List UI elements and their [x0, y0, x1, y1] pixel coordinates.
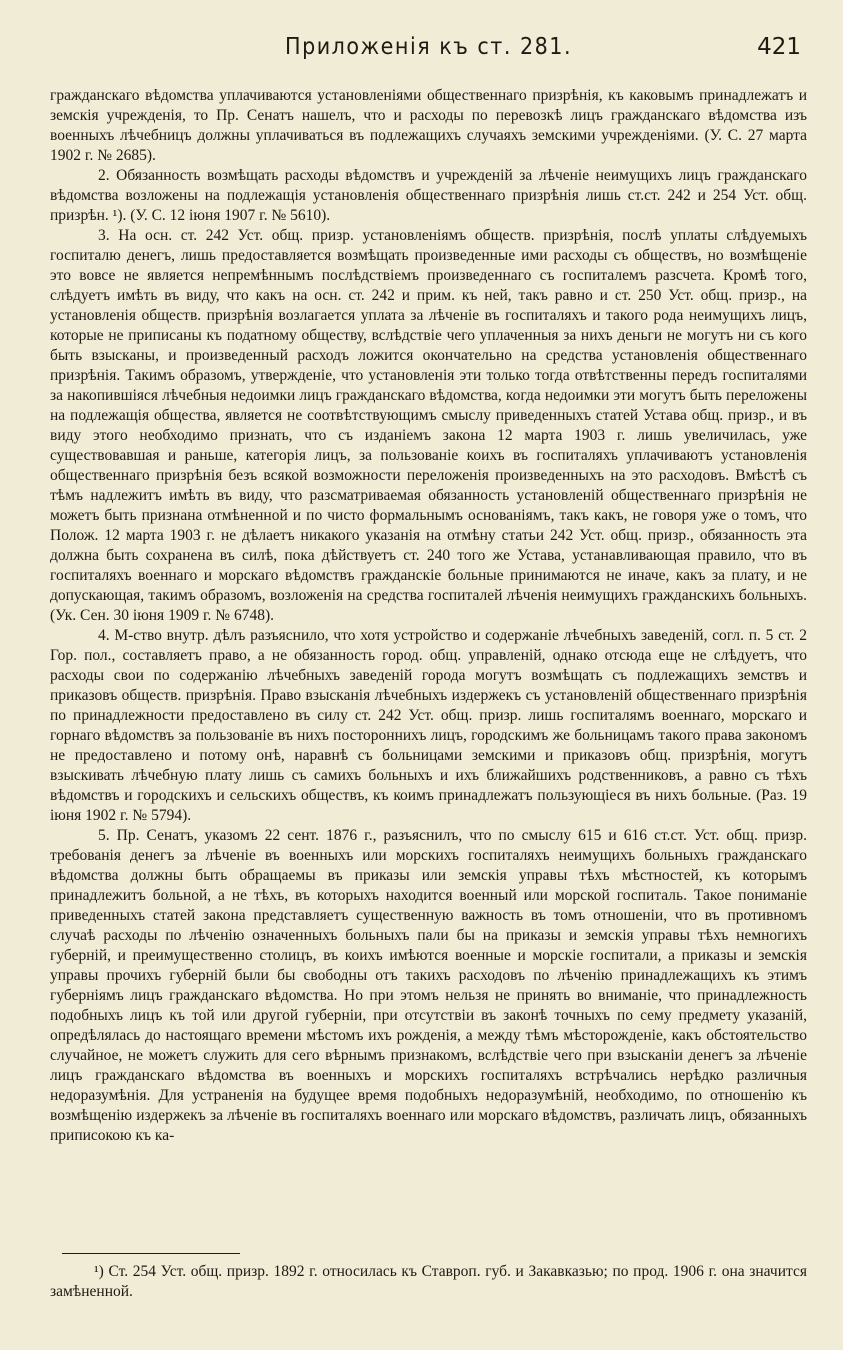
page-header	[50, 34, 807, 74]
paragraph-continuation: гражданскаго вѣдомства уплачиваются установленіями общественнаго призрѣнія, къ каковымъ принадлежатъ и земскія учрежденія, то Пр. Сенатъ нашелъ, что и расходы по перевозкѣ лицъ гражданскаго вѣдомства изъ военныхъ лѣчебницъ должны уплачиваться въ подлежащихъ случаяхъ земскими учрежденіями. (У. С. 27 марта 1902 г. № 2685).	[50, 87, 807, 164]
paragraph-4: 4. М-ство внутр. дѣлъ разъяснило, что хотя устройство и содержаніе лѣчебныхъ заведеній, согл. п. 5 ст. 2 Гор. пол., составляетъ право, а не обязанность город. общ. управленій, однако отсюда еще не слѣдуетъ, что расходы свои по содержанію лѣчебныхъ заведеній города могутъ возмѣщать съ подлежащихъ земствъ и приказовъ обществ. призрѣнія. Право взысканія лѣчебныхъ издержекъ съ установленій общественнаго призрѣнія по принадлежности предоставлено въ силу ст. 242 Уст. общ. призр. лишь госпиталямъ военнаго, морскаго и горнаго вѣдомствъ за пользованіе въ нихъ постороннихъ лицъ, городскимъ же больницамъ такого права закономъ не предоставлено и потому онѣ, наравнѣ съ больницами земскими и приказовъ общ. призрѣнія, могутъ взыскивать лѣчебную плату лишь съ самихъ больныхъ и ихъ ближайшихъ родственниковъ, а равно съ тѣхъ вѣдомствъ и городскихъ и сельскихъ обществъ, къ коимъ принадлежатъ пользующіеся въ нихъ больные. (Раз. 19 іюня 1902 г. № 5794).	[50, 627, 807, 824]
paragraph-3: 3. На осн. ст. 242 Уст. общ. призр. установленіямъ обществ. призрѣнія, послѣ уплаты слѣдуемыхъ госпиталю денегъ, лишь предоставляется возмѣщать произведенные ими расходы съ обществъ, но возмѣщеніе это вовсе не является непремѣннымъ послѣдствіемъ произведеннаго съ госпиталемъ разсчета. Кромѣ того, слѣдуетъ имѣть въ виду, что какъ на осн. ст. 242 и прим. къ ней, такъ равно и ст. 250 Уст. общ. призр., на установленія обществ. призрѣнія возлагается уплата за лѣченіе въ госпиталяхъ и такого рода неимущихъ лицъ, которые не приписаны къ податному обществу, вслѣдствіе чего уплаченныя за нихъ деньги не могутъ ни съ кого быть взысканы, и произведенный расходъ ложится окончательно на средства установленія общественнаго призрѣнія. Такимъ образомъ, утвержденіе, что установленія эти только тогда отвѣтственны передъ госпиталями за накопившіяся лѣчебныя недоимки лицъ гражданскаго вѣдомства, когда недоимки эти могутъ быть переложены на подлежащія общества, является не соотвѣтствующимъ смыслу приведенныхъ статей Устава общ. призр., и въ виду этого необходимо признать, что съ изданіемъ закона 12 марта 1903 г. лишь увеличилась, уже существовавшая и раньше, категорія лицъ, за пользованіе коихъ въ госпиталяхъ уплачиваютъ установленія общественнаго призрѣнія безъ всякой возможности переложенія произведенныхъ на это расходовъ. Вмѣстѣ съ тѣмъ надлежитъ имѣть въ виду, что разсматриваемая обязанность установленій общественнаго призрѣнія не можетъ быть признана отмѣненной и по чисто формальнымъ основаніямъ, такъ какъ, не говоря уже о томъ, что Полож. 12 марта 1903 г. не дѣлаетъ никакого указанія на отмѣну статьи 242 Уст. общ. призр., обязанность эта должна быть сохранена въ силѣ, пока дѣйствуетъ ст. 240 того же Устава, устанавливающая правило, что въ госпиталяхъ военнаго и морскаго вѣдомствъ гражданскіе больные принимаются не иначе, какъ за плату, и не допускающая, такимъ образомъ, возложенія на средства госпиталей лѣченія неимущихъ гражданскихъ больныхъ. (Ук. Сен. 30 іюня 1909 г. № 6748).	[50, 227, 807, 624]
body-text	[50, 86, 807, 1146]
footnote: ¹) Ст. 254 Уст. общ. призр. 1892 г. относилась къ Ставроп. губ. и Закавказью; по прод. 1906 г. она значится замѣненной.	[50, 1263, 807, 1300]
paragraph-5: 5. Пр. Сенатъ, указомъ 22 сент. 1876 г., разъяснилъ, что по смыслу 615 и 616 ст.ст. Уст. общ. призр. требованія денегъ за лѣченіе въ военныхъ или морскихъ госпиталяхъ неимущихъ больныхъ гражданскаго вѣдомства должны быть обращаемы въ приказы или земскія управы тѣхъ мѣстностей, къ которымъ принадлежитъ больной, а не тѣхъ, въ которыхъ находится военный или морской госпиталь. Такое пониманіе приведенныхъ статей закона представляетъ существенную важность въ томъ отношеніи, что въ противномъ случаѣ расходы по лѣченію означенныхъ больныхъ пали бы на приказы и земскія управы тѣхъ немногихъ губерній, и преимущественно столицъ, въ коихъ имѣются военные и морскіе госпитали, а приказы и земскія управы прочихъ губерній были бы свободны отъ такихъ расходовъ по лѣченію принадлежащихъ къ этимъ губерніямъ лицъ гражданскаго вѣдомства. Но при этомъ нельзя не принять во вниманіе, что принадлежность подобныхъ лицъ къ той или другой губерніи, при отсутствіи въ законѣ точныхъ по сему предмету указаній, опредѣлялась до настоящаго времени мѣстомъ ихъ рожденія, а между тѣмъ мѣсторожденіе, какъ обстоятельство случайное, не можетъ служить для сего вѣрнымъ признакомъ, вслѣдствіе чего при взысканіи денегъ за лѣченіе лицъ гражданскаго вѣдомства въ военныхъ и морскихъ госпиталяхъ встрѣчались нерѣдко различныя недоразумѣнія. Для устраненія на будущее время подобныхъ недоразумѣній, необходимо, по отношенію къ возмѣщенію издержекъ за лѣченіе въ госпиталяхъ военнаго или морскаго вѣдомствъ, различать лицъ, обязанныхъ приписокою къ ка-	[50, 827, 807, 1144]
running-title: Приложенія къ ст. 281.	[285, 34, 573, 60]
page-number: 421	[757, 34, 801, 60]
paragraph-2: 2. Обязанность возмѣщать расходы вѣдомствъ и учрежденій за лѣченіе неимущихъ лицъ гражданскаго вѣдомства возложены на подлежащія установленія общественнаго призрѣнія лишь ст.ст. 242 и 254 Уст. общ. призрѣн. ¹). (У. С. 12 іюня 1907 г. № 5610).	[50, 167, 807, 224]
footnote-divider	[62, 1253, 240, 1254]
